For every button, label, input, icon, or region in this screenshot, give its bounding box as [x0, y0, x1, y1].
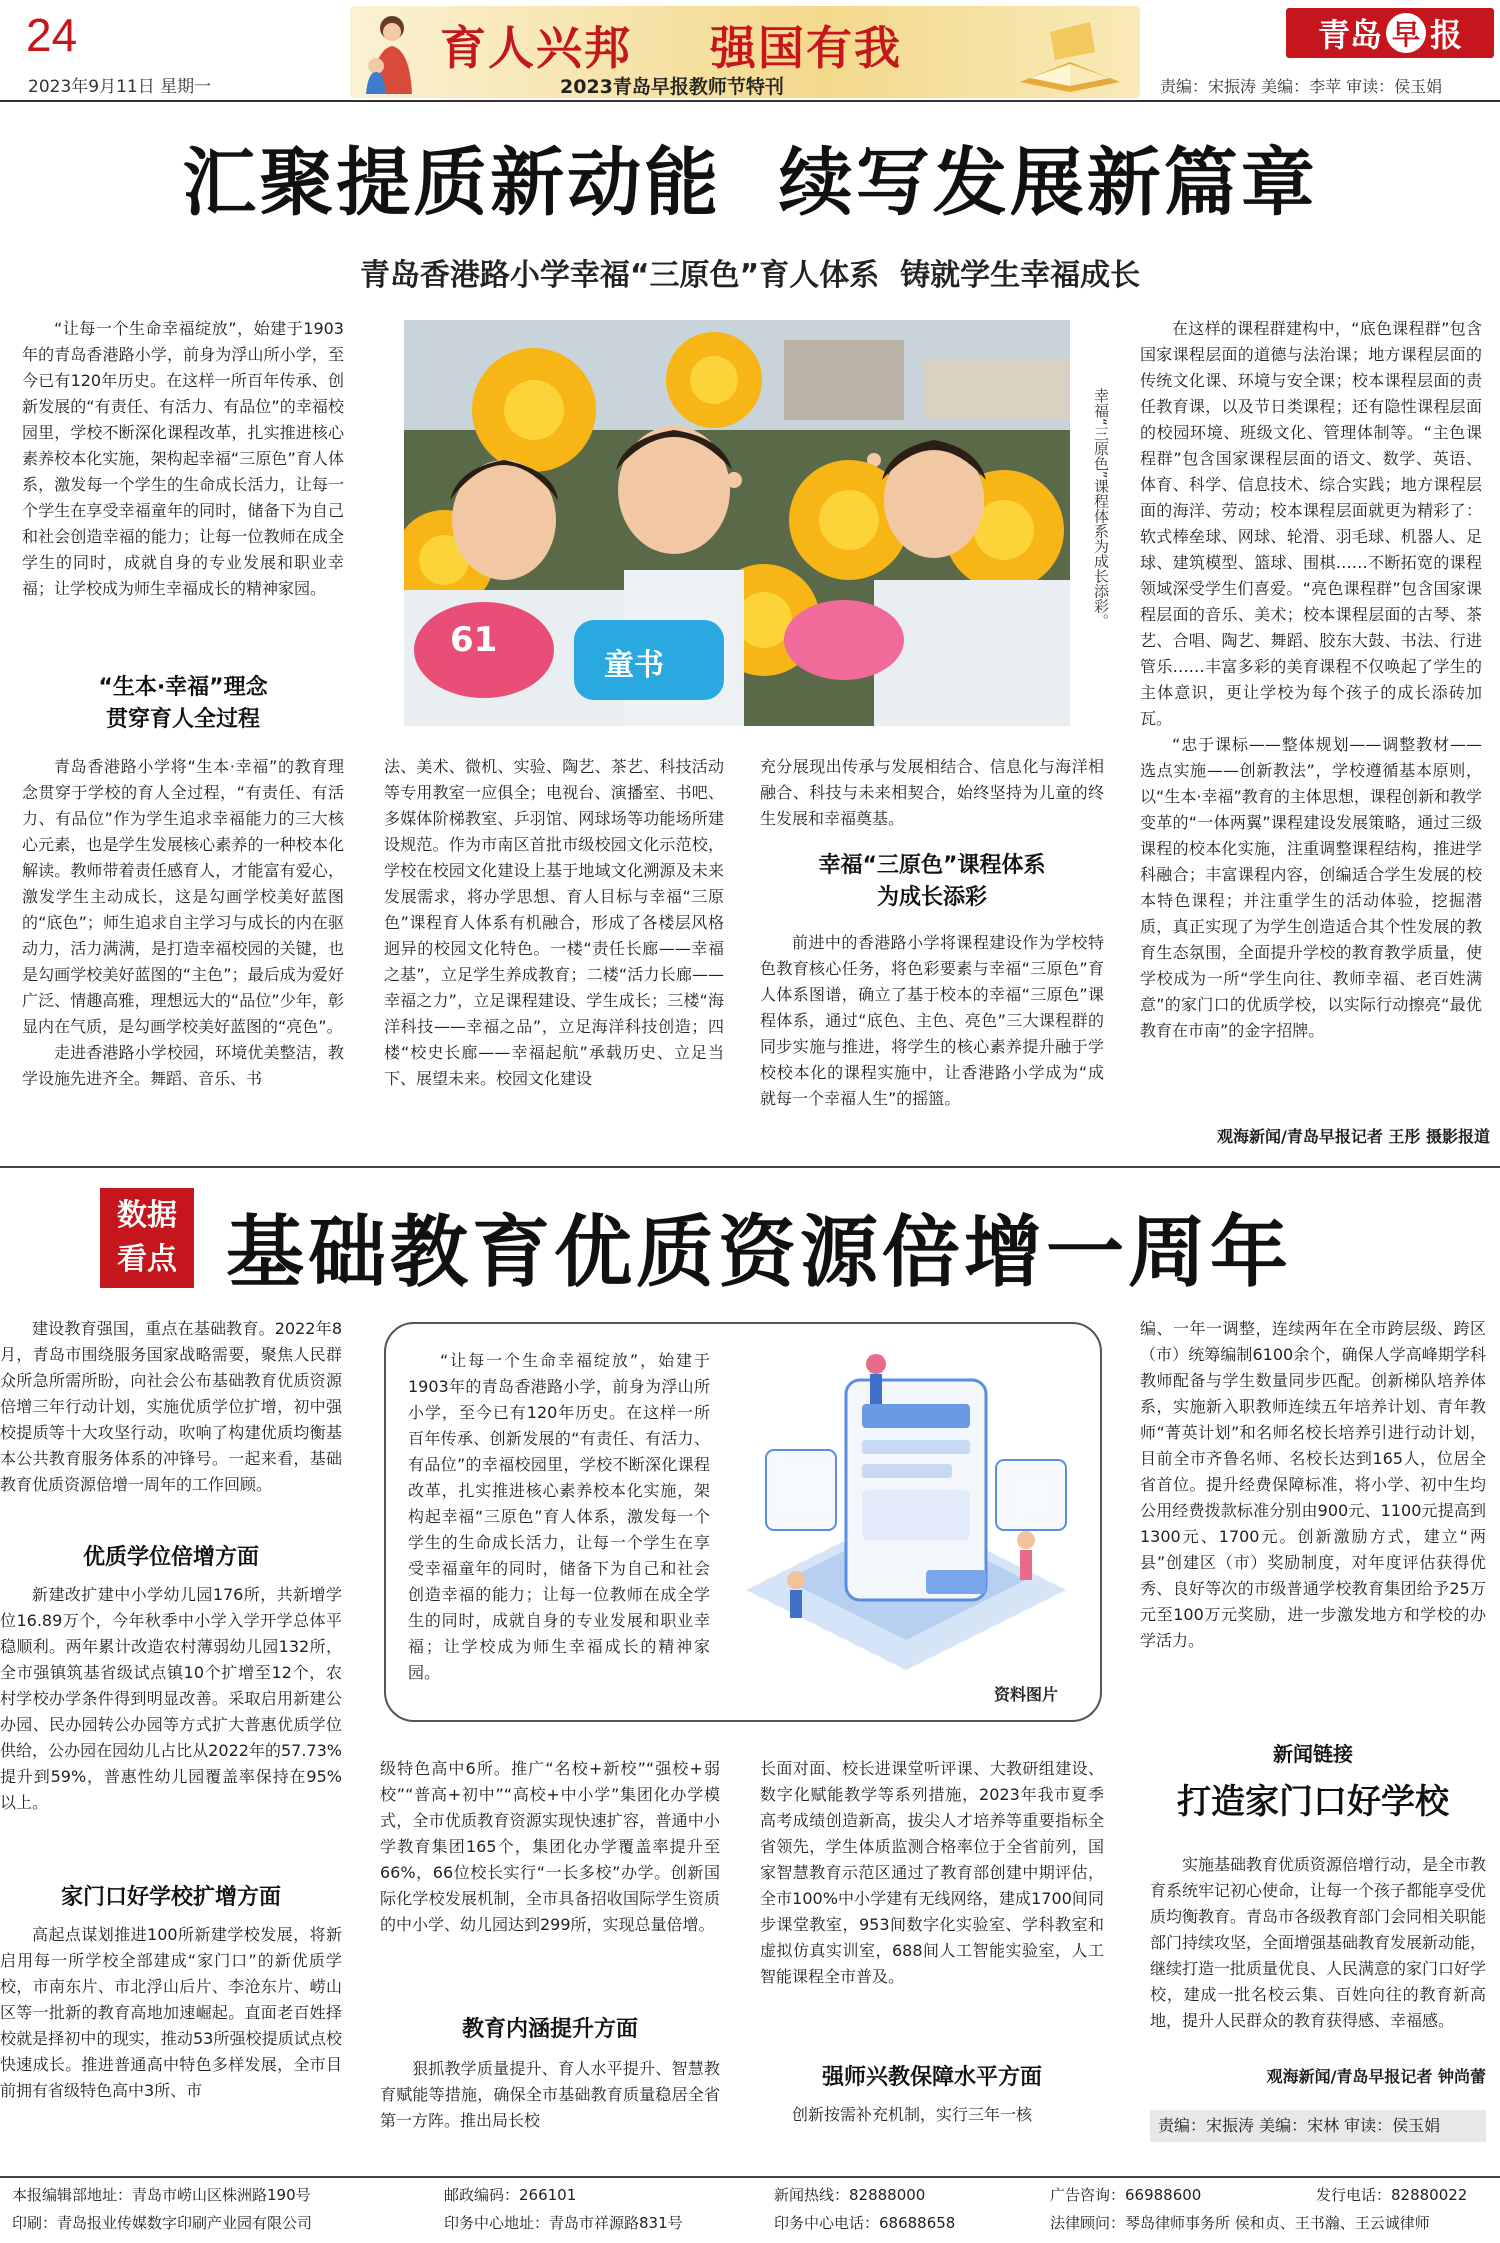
article2-col2-body: 级特色高中6所。推广“名校+新校”“强校+弱校”“普高+初中”“高校+中小学”集团化办学模式，全市优质教育资源实现快速扩容，普通中小学教育集团165个，集团化办学覆盖率提升至66%，66位校长实行“一长多校”办学。创新国际化学校发展机制，全市具备招收国际学生资质的中小学、幼儿园达到299所，实现总量倍增。 — [380, 1759, 720, 1934]
article1-section1-title-line2: 贯穿育人全过程 — [105, 707, 260, 732]
article1-section1-title-line1: “生本·幸福”理念 — [98, 675, 268, 700]
article2-col3 — [760, 1756, 1104, 1990]
article2-section3-body: 狠抓教学质量提升、育人水平提升、智慧教育赋能等措施，确保全市基础教育质量稳居全省第一方阵。推出局长校 — [380, 2059, 720, 2130]
article2-section1 — [0, 1582, 342, 1816]
article1-col3 — [760, 754, 1104, 832]
article1-col3-body: 充分展现出传承与发展相结合、信息化与海洋相融合、科技与未来相契合，始终坚持为儿童的终生发展和幸福奠基。 — [760, 757, 1104, 828]
newspaper-logo — [1286, 8, 1494, 58]
article2-section2-body: 高起点谋划推进100所新建学校发展，将新启用每一所学校全部建成“家门口”的新优质学校，市南东片、市北浮山后片、李沧东片、崂山区等一批新的教育高地加速崛起。直面老百姓择校就是择初中的现实，推动53所强校提质试点校快速成长。推进普通高中特色多样发展，全市目前拥有省级特色高中3所、市 — [0, 1925, 342, 2100]
article1-photo — [404, 320, 1070, 726]
footer — [0, 2184, 1500, 2240]
footer-print-address: 印务中心地址：青岛市祥源路831号 — [444, 2214, 683, 2232]
article2-box-caption: 资料图片 — [994, 1685, 1059, 1704]
article1-headline: 汇聚提质新动能 续写发展新篇章 — [182, 140, 1318, 226]
footer-print-phone: 印务中心电话：68688658 — [774, 2214, 956, 2232]
article1-col1 — [22, 754, 344, 1092]
article1-subheadline: 青岛香港路小学幸福“三原色”育人体系 铸就学生幸福成长 — [359, 258, 1141, 293]
article2-editors: 责编：宋振涛 美编：宋林 审读：侯玉娟 — [1150, 2110, 1486, 2142]
article2-box-text-col — [408, 1348, 710, 1686]
footer-divider — [0, 2176, 1500, 2178]
masthead-editors: 责编：宋振涛 美编：李苹 审读：侯玉娟 — [1160, 77, 1443, 96]
article2-col2 — [380, 1756, 720, 1938]
footer-printer: 印刷：青岛报业传媒数字印刷产业园有限公司 — [12, 2214, 313, 2232]
article2-section1-title: 优质学位倍增方面 — [82, 1545, 259, 1570]
footer-postcode: 邮政编码：266101 — [444, 2186, 577, 2204]
article1-col2 — [384, 754, 724, 1092]
logo-text-b: 早 — [1386, 13, 1426, 53]
masthead — [0, 0, 1500, 102]
article1-section1-title — [22, 672, 344, 736]
article2-badge-line2: 看点 — [117, 1242, 177, 1277]
article1-byline: 观海新闻/青岛早报记者 王彤 摄影报道 — [1217, 1127, 1490, 1146]
book-illustration — [1010, 12, 1130, 94]
article1-section2-title — [760, 850, 1104, 914]
banner — [350, 6, 1140, 98]
article2-col3-body: 长面对面、校长进课堂听评课、大教研组建设、数字化赋能教学等系列措施，2023年我市夏季高考成绩创造新高，拔尖人才培养等重要指标全省领先，学生体质监测合格率位于全省前列，国家智慧教育示范区通过了教育部创建中期评估，全市100%中小学建有无线网络，建成1700间同步课堂教室，953间数字化实验室、学科教室和虚拟仿真实训室，688间人工智能实验室，人工智能课程全市普及。 — [760, 1759, 1104, 1986]
article1-col1-body: 青岛香港路小学将“生本·幸福”的教育理念贯穿于学校的育人全过程，“有责任、有活力、有品位”作为学生追求幸福能力的三大核心元素，也是学生发展核心素养的一种校本化解读。教师带着责任感育人，才能富有爱心，激发学生主动成长，这是勾画学校美好蓝图的“底色”；师生追求自主学习与成长的内在驱动力，活力满满，是打造幸福校园的关键，也是勾画学校美好蓝图的“主色”；最后成为爱好广泛、情趣高雅，理想远大的“品位”少年，彰显内在气质，是勾画学校美好蓝图的“亮色”。 — [22, 757, 344, 1036]
article1-section2-title-line1: 幸福“三原色”课程体系 — [818, 853, 1046, 878]
logo-text-a: 青岛 — [1317, 16, 1382, 54]
article2-badge — [100, 1188, 194, 1288]
footer-ad-inquiry: 广告咨询：66988600 — [1050, 2186, 1202, 2204]
article1-col2-body: 法、美术、微机、实验、陶艺、茶艺、科技活动等专用教室一应俱全；电视台、演播室、书吧、多媒体阶梯教室、乒羽馆、网球场等功能场所建设规范。作为市南区首批市级校园文化示范校，学校在校园文化建设上基于地域文化溯源及未来发展需求，将办学思想、育人目标与幸福“三原色”课程育人体系有机融合，形成了各楼层风格迥异的校园文化特色。一楼“责任长廊——幸福之基”，立足学生养成教育；二楼“活力长廊——幸福之力”，立足课程建设、学生成长；三楼“海洋科技——幸福之品”，立足海洋科技创造；四楼“校史长廊——幸福起航”承载历史、立足当下、展望未来。校园文化建设 — [384, 757, 724, 1088]
teacher-illustration — [362, 10, 422, 94]
news-link-title: 打造家门口好学校 — [1177, 1782, 1449, 1822]
article1-photo-caption: 幸福“三原色”课程体系为成长添彩。 — [1092, 388, 1110, 629]
article2-headline: 基础教育优质资源倍增一周年 — [226, 1208, 1293, 1298]
banner-subtitle: 2023青岛早报教师节特刊 — [560, 76, 784, 98]
article1-col4-body: 在这样的课程群建构中，“底色课程群”包含国家课程层面的道德与法治课；地方课程层面的传统文化课、环境与安全课；校本课程层面的责任教育课，以及节日类课程；还有隐性课程层面的校园环境、班级文化、管理体制等。“主色课程群”包含国家课程层面的语文、数学、英语、体育、科学、信息技术、综合实践；地方课程层面的海洋、劳动；校本课程层面就更为精彩了：软式棒垒球、网球、轮滑、羽毛球、机器人、足球、建筑模型、篮球、围棋……不断拓宽的课程领域深受学生们喜爱。“亮色课程群”包含国家课程层面的音乐、美术；校本课程层面的古琴、茶艺、合唱、陶艺、舞蹈、胶东大鼓、书法、行进管乐……丰富多彩的美育课程不仅唤起了学生的主体意识，更让学校为每个孩子的成长添砖加瓦。 — [1140, 319, 1482, 728]
article2-section4-title: 强师兴教保障水平方面 — [821, 2065, 1042, 2090]
news-link — [1150, 1852, 1486, 2034]
issue-date: 2023年9月11日 星期一 — [28, 77, 212, 97]
article2-col4 — [1140, 1316, 1486, 1654]
article2-feature-box — [384, 1322, 1102, 1722]
article2-illustration — [726, 1340, 1088, 1690]
photo-sign-book: 童书 — [604, 648, 664, 683]
page-number: 24 — [26, 9, 78, 61]
footer-legal-counsel: 法律顾问：琴岛律师事务所 侯和贞、王书瀚、王云诚律师 — [1050, 2214, 1430, 2232]
article1-lead — [22, 316, 344, 602]
article2-section4 — [760, 2102, 1104, 2128]
article2-badge-line1: 数据 — [117, 1198, 177, 1233]
news-link-body: 实施基础教育优质资源倍增行动，是全市教育系统牢记初心使命，让每一个孩子都能享受优质均衡教育。青岛市各级教育部门会同相关职能部门持续攻坚，全面增强基础教育发展新动能，继续打造一批质量优良、人民满意的家门口好学校，建成一批名校云集、百姓向往的教育新高地，提升人民群众的教育获得感、幸福感。 — [1150, 1855, 1487, 2030]
article2-section1-body: 新建改扩建中小学幼儿园176所，共新增学位16.89万个，今年秋季中小学入学开学总体平稳顺利。两年累计改造农村薄弱幼儿园132所，全市强镇筑基省级试点镇10个扩增至12个，农村学校办学条件得到明显改善。采取启用新建公办园、民办园转公办园等方式扩大普惠优质学位供给，公办园在园幼儿占比从2022年的57.73%提升到59%，普惠性幼儿园覆盖率保持在95%以上。 — [0, 1585, 342, 1812]
footer-news-hotline: 新闻热线：82888000 — [774, 2186, 926, 2204]
article2-section2-title: 家门口好学校扩增方面 — [60, 1885, 281, 1910]
article2-byline: 观海新闻/青岛早报记者 钟尚蕾 — [1266, 2067, 1486, 2086]
banner-title-1: 育人兴邦 — [440, 21, 632, 75]
article-divider — [0, 1166, 1500, 1168]
news-link-label: 新闻链接 — [1273, 1742, 1353, 1766]
article2-section2 — [0, 1922, 342, 2104]
article1-col3-body-2: 前进中的香港路小学将课程建设作为学校特色教育核心任务，将色彩要素与幸福“三原色”育人体系图谱，确立了基于校本的幸福“三原色”课程体系，通过“底色、主色、亮色”三大课程群的同步实施与推进，将学生的核心素养提升融于学校校本化的课程实施中，让香港路小学成为“成就每一个幸福人生”的摇篮。 — [760, 933, 1104, 1108]
logo-text-c: 报 — [1430, 16, 1463, 54]
footer-distribution: 发行电话：82880022 — [1316, 2186, 1468, 2204]
article1-section2-title-line2: 为成长添彩 — [876, 885, 987, 910]
footer-editorial-address: 本报编辑部地址：青岛市崂山区株洲路190号 — [12, 2186, 311, 2204]
article1-col4-body-2: “忠于课标——整体规划——调整教材——选点实施——创新教法”，学校遵循基本原则，以“生本·幸福”教育的主体思想，课程创新和教学变革的“一体两翼”课程建设发展策略，通过三级课程的校本化实施，注重调整课程结构，推进学科融合；丰富课程内容，创编适合学生发展的校本特色课程；并注重学生的活动体验，挖掘潜质，真正实现了为学生创造适合其个性发展的教育生态氛围，全面提升学校的教育教学质量，使学校成为一所“学生向往、教师幸福、老百姓满意”的家门口的优质学校，以实际行动擦亮“最优教育在市南”的金字招牌。 — [1140, 735, 1482, 1040]
article2-lead — [0, 1316, 342, 1498]
photo-sign-61: 61 — [450, 620, 498, 660]
article2-lead-text: 建设教育强国，重点在基础教育。2022年8月，青岛市围绕服务国家战略需要，聚焦人民群众所急所需所盼，向社会公布基础教育优质资源倍增三年行动计划，实施优质学位扩增，初中强校提质等十大攻坚行动，吹响了构建优质均衡基本公共教育服务体系的冲锋号。一起来看，基础教育优质资源倍增一周年的工作回顾。 — [0, 1319, 342, 1494]
article1-col4 — [1140, 316, 1482, 1044]
article2-box-text: “让每一个生命幸福绽放”，始建于1903年的青岛香港路小学，前身为浮山所小学，至今已有120年历史。在这样一所百年传承、创新发展的“有责任、有活力、有品位”的幸福校园里，学校不断深化课程改革，扎实推进核心素养校本化实施，架构起幸福“三原色”育人体系，激发每一个学生的生命成长活力，让每一个学生在享受幸福童年的同时，储备下为自己和社会创造幸福的能力；让每一位教师在成全学生的同时，成就自身的专业发展和职业幸福；让学校成为师生幸福成长的精神家园。 — [408, 1351, 710, 1682]
article2-section4-body: 创新按需补充机制，实行三年一核 — [792, 2105, 1033, 2124]
banner-title-2: 强国有我 — [710, 21, 902, 75]
article1-col1-body-2: 走进香港路小学校园，环境优美整洁，教学设施先进齐全。舞蹈、音乐、书 — [22, 1043, 344, 1088]
article2-col4-body: 编、一年一调整，连续两年在全市跨层级、跨区（市）统筹编制6100余个，确保人学高峰期学科教师配备与学生数量同步匹配。创新梯队培养体系，实施新入职教师连续五年培养计划、青年教师“菁英计划”和名师名校长培养引进行动计划，目前全市齐鲁名师、名校长达到165人，位居全省首位。提升经费保障标准，将小学、初中生均公用经费拨款标准分别由900元、1100元提高到1300元、1700元。创新激励方式，建立“两县”创建区（市）奖励制度，对年度评估获得优秀、良好等次的市级普通学校教育集团给予25万元至100万元奖励，进一步激发地方和学校的办学活力。 — [1140, 1319, 1486, 1650]
article1-col3b — [760, 930, 1104, 1112]
article2-section3-title: 教育内涵提升方面 — [461, 2017, 638, 2042]
article1-lead-text: “让每一个生命幸福绽放”，始建于1903年的青岛香港路小学，前身为浮山所小学，至今已有120年历史。在这样一所百年传承、创新发展的“有责任、有活力、有品位”的幸福校园里，学校不断深化课程改革，扎实推进核心素养校本化实施，架构起幸福“三原色”育人体系，激发每一个学生的生命成长活力，让每一个学生在享受幸福童年的同时，储备下为自己和社会创造幸福的能力；让每一位教师在成全学生的同时，成就自身的专业发展和职业幸福；让学校成为师生幸福成长的精神家园。 — [22, 319, 344, 598]
article2-section3 — [380, 2056, 720, 2134]
